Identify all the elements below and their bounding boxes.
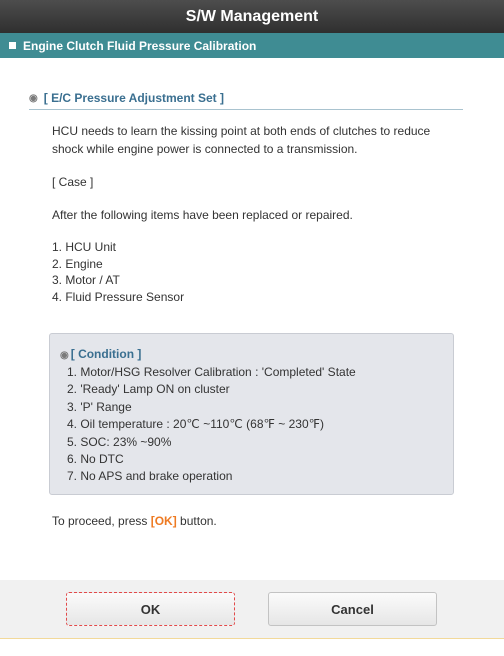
list-item: 1. HCU Unit <box>52 240 117 254</box>
proceed-suffix: button. <box>176 514 217 528</box>
list-item: 7. No APS and brake operation <box>67 469 233 484</box>
subheader-title: Engine Clutch Fluid Pressure Calibration <box>23 38 257 53</box>
cancel-button-label: Cancel <box>331 601 374 617</box>
bullet-icon: ◉ <box>29 92 38 104</box>
ok-button-label: OK <box>140 601 161 617</box>
condition-title: [ Condition ] <box>70 347 142 361</box>
section-header <box>29 87 463 110</box>
subheader <box>0 33 504 58</box>
bullet-icon: ◉ <box>60 350 69 361</box>
intro-text <box>52 122 430 158</box>
window-title <box>0 0 504 33</box>
list-item: 2. 'Ready' Lamp ON on cluster <box>67 382 230 397</box>
list-item: 1. Motor/HSG Resolver Calibration : 'Completed' State <box>67 365 356 379</box>
case-label: [ Case ] <box>52 175 94 189</box>
list-item: 5. SOC: 23% ~90% <box>67 434 172 449</box>
square-bullet-icon <box>9 42 16 49</box>
intro-line-2: shock while engine power is connected to a transmission. <box>52 142 358 156</box>
section-title: [ E/C Pressure Adjustment Set ] <box>43 91 224 105</box>
condition-box <box>49 333 454 495</box>
list-item: 4. Fluid Pressure Sensor <box>52 289 185 304</box>
proceed-instruction <box>52 514 217 528</box>
list-item: 2. Engine <box>52 256 103 271</box>
list-item: 4. Oil temperature : 20℃ ~110℃ (68℉ ~ 230℉) <box>67 417 325 432</box>
case-list <box>52 239 184 305</box>
window-title-text: S/W Management <box>185 7 319 25</box>
cancel-button[interactable] <box>268 592 437 626</box>
list-item: 6. No DTC <box>67 452 124 467</box>
list-item: 3. 'P' Range <box>67 399 132 414</box>
proceed-prefix: To proceed, press <box>52 514 151 528</box>
case-description: After the following items have been replaced or repaired. <box>52 208 353 222</box>
condition-list <box>67 364 356 486</box>
bottom-strip <box>0 638 504 656</box>
proceed-ok-highlight: [OK] <box>150 514 177 528</box>
condition-header <box>60 347 141 361</box>
ok-button[interactable] <box>66 592 235 626</box>
button-bar <box>0 580 504 638</box>
list-item: 3. Motor / AT <box>52 273 120 288</box>
intro-line-1: HCU needs to learn the kissing point at both ends of clutches to reduce <box>52 124 431 138</box>
